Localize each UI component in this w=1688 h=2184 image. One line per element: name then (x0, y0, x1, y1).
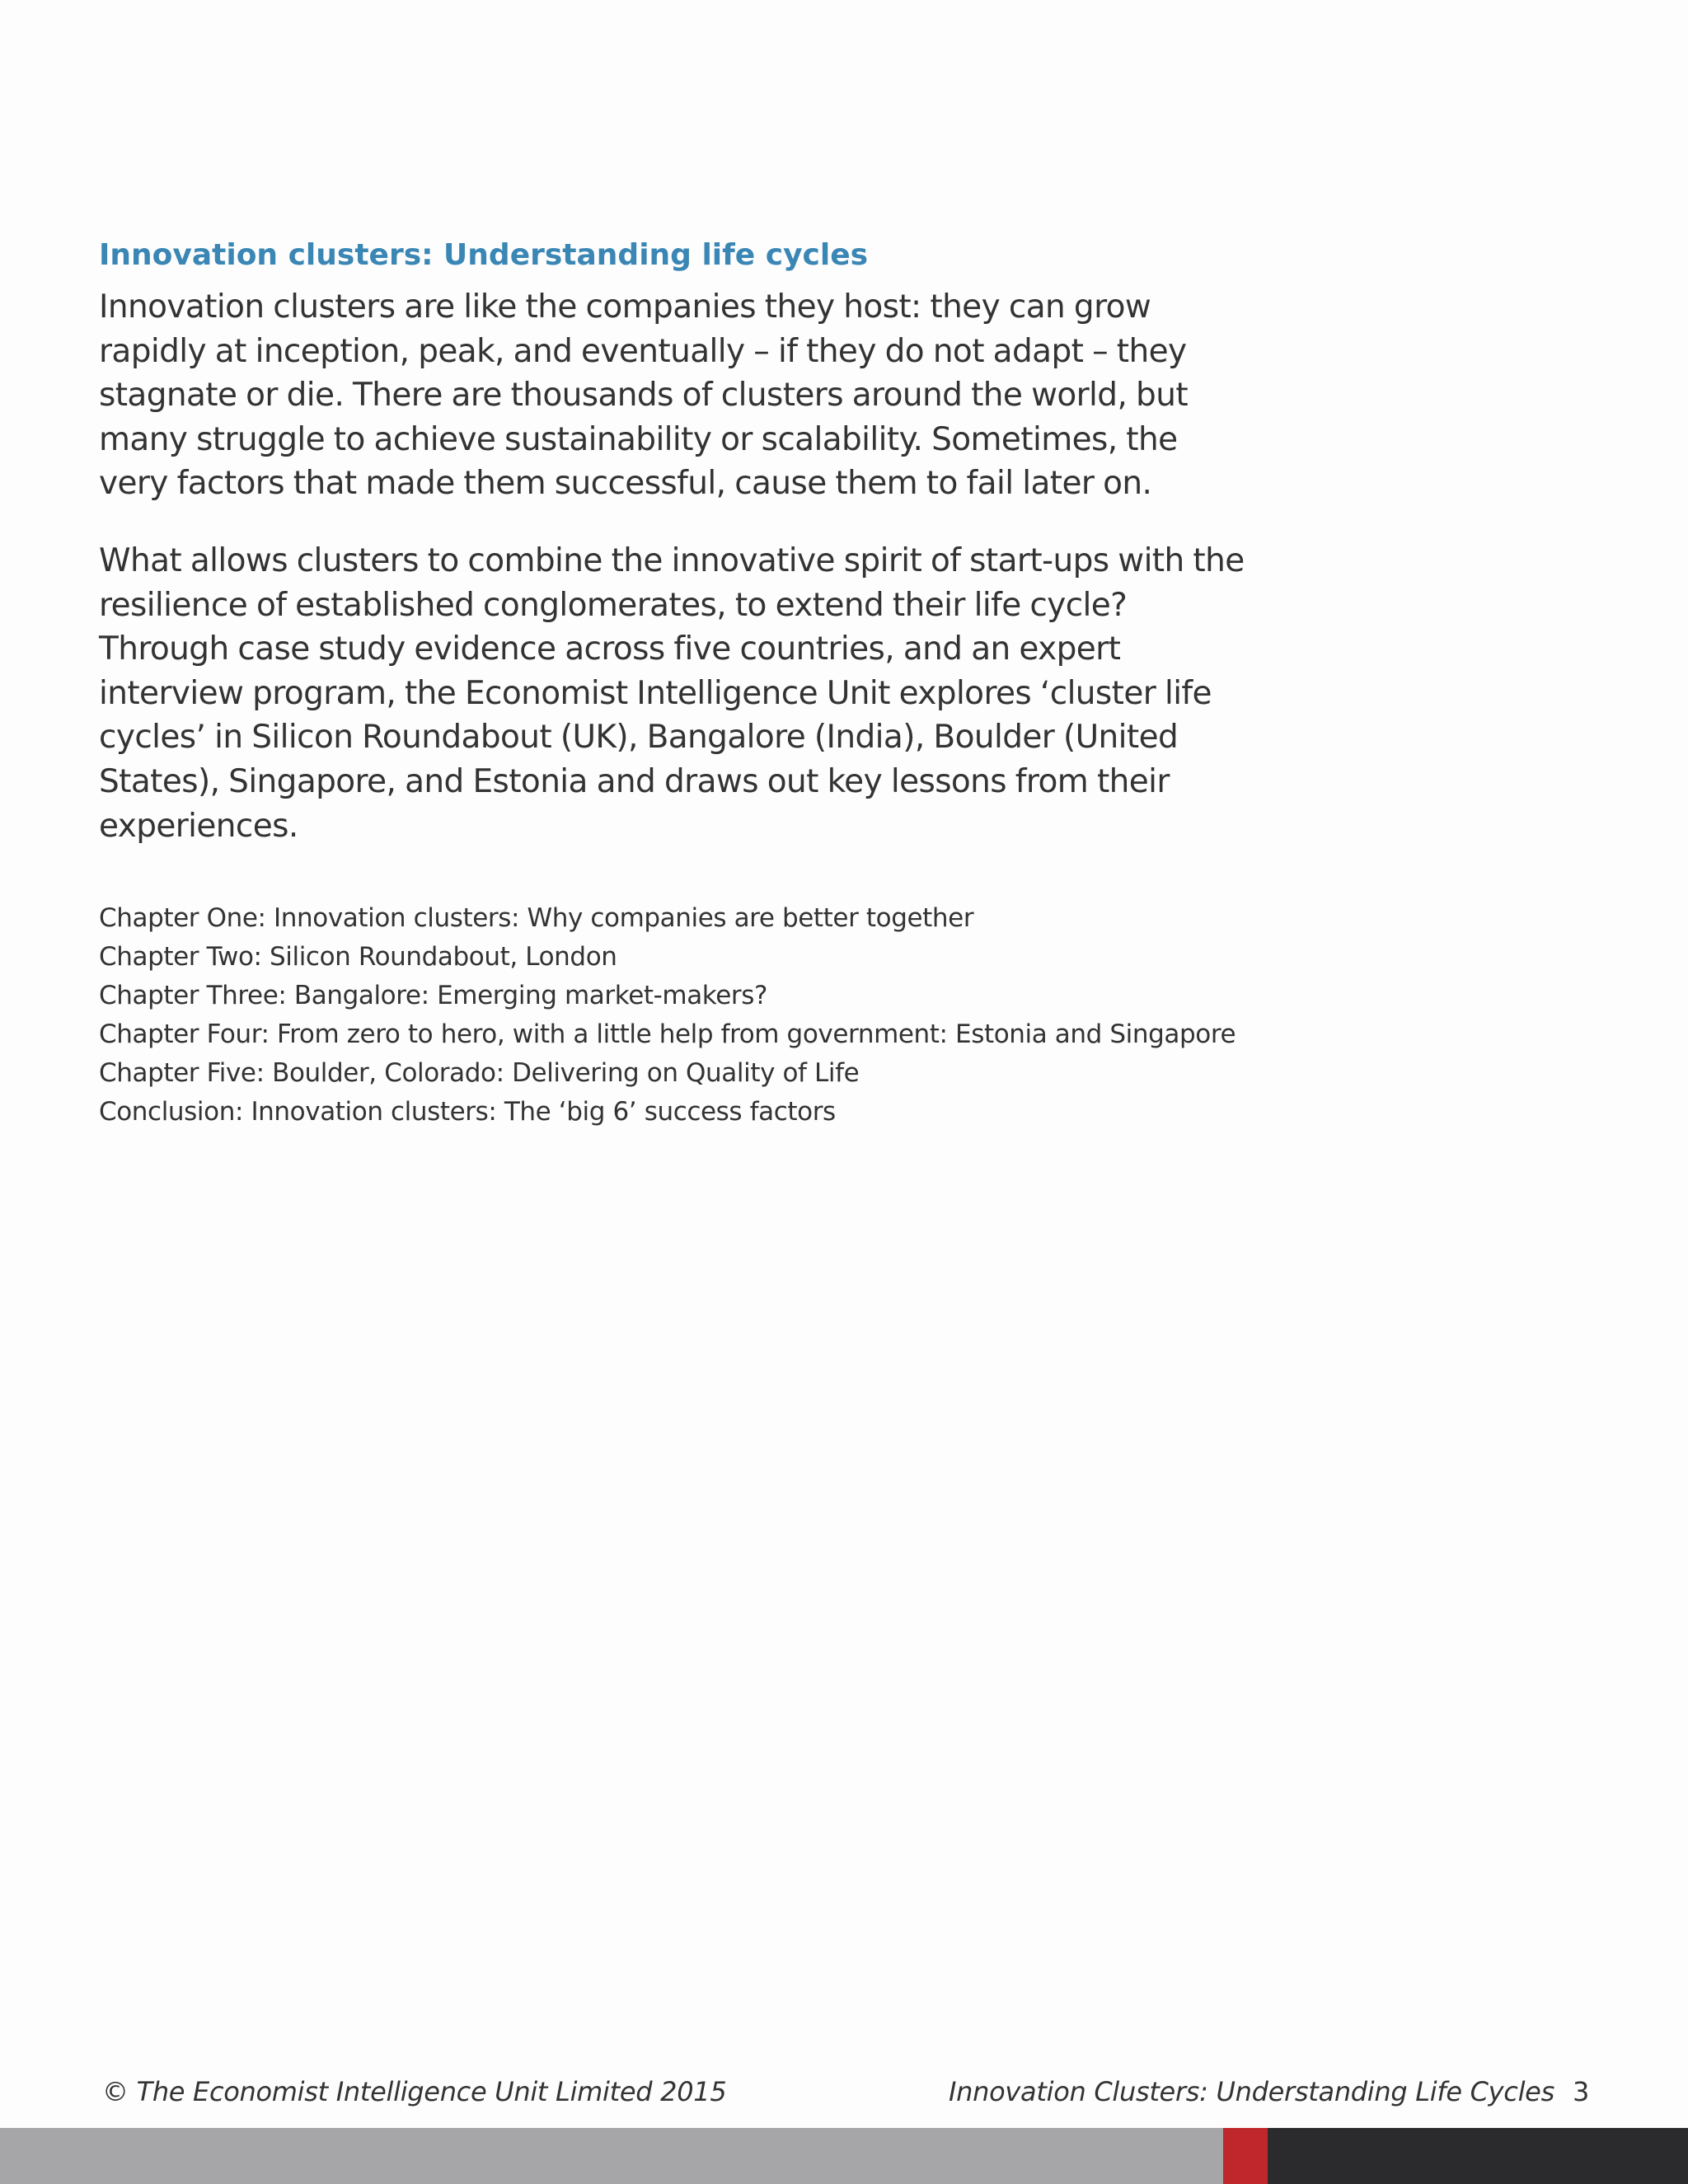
section-title: Innovation clusters: Understanding life cycles (99, 238, 869, 272)
page-number: 3 (1572, 2076, 1589, 2107)
chapter-item: Chapter Three: Bangalore: Emerging market-makers? (99, 981, 768, 1011)
intro-paragraph: What allows clusters to combine the innovative spirit of start-ups with the resilience of established conglomerates, to extend their life cycle? Through case study evidence across five countries, and an expert interview program, the Economist Intelligence Unit explores ‘cluster life cycles’ in Silicon Roundabout (UK), Bangalore (India), Boulder (United States), Singapore, and Estonia and draws out key lessons from their experiences. (99, 541, 1245, 845)
footer-report-info (949, 2074, 1589, 2110)
band-dark-segment (1268, 2128, 1688, 2184)
intro-paragraph: Innovation clusters are like the companies they host: they can grow rapidly at inception, peak, and eventually – if they do not adapt – they stagnate or die. There are thousands of clusters around the world, but many struggle to achieve sustainability or scalability. Sometimes, the very factors that made them successful, cause them to fail later on. (99, 288, 1189, 503)
footer-copyright: © The Economist Intelligence Unit Limited 2015 (102, 2076, 727, 2107)
chapter-item: Conclusion: Innovation clusters: The ‘big 6’ success factors (99, 1097, 836, 1127)
band-grey-segment (0, 2128, 1223, 2184)
band-red-segment (1223, 2128, 1268, 2184)
chapter-item: Chapter Four: From zero to hero, with a little help from government: Estonia and Singapore (99, 1019, 1236, 1050)
chapter-list (99, 899, 1245, 1132)
footer-color-band (0, 2128, 1688, 2184)
intro-text (99, 285, 1245, 848)
footer-report-title: Innovation Clusters: Understanding Life Cycles (949, 2076, 1554, 2107)
chapter-item: Chapter Five: Boulder, Colorado: Delivering on Quality of Life (99, 1058, 860, 1089)
main-content (99, 237, 1245, 1132)
chapter-item: Chapter One: Innovation clusters: Why companies are better together (99, 903, 974, 934)
chapter-item: Chapter Two: Silicon Roundabout, London (99, 942, 617, 972)
